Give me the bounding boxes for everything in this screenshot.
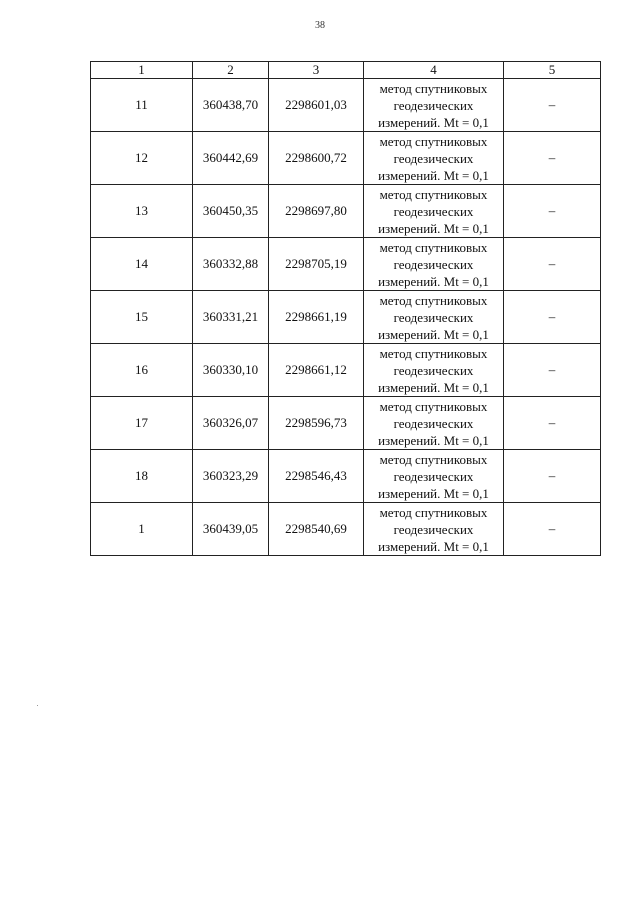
method-line: измерений. Mt = 0,1 bbox=[378, 326, 489, 342]
method-line: метод спутниковых bbox=[379, 186, 488, 202]
point-number-cell: 12 bbox=[91, 132, 193, 185]
x-coordinate-cell: 360332,88 bbox=[193, 238, 269, 291]
x-coordinate-cell: 360438,70 bbox=[193, 79, 269, 132]
note-cell: – bbox=[504, 344, 601, 397]
scan-speck bbox=[37, 705, 38, 706]
x-coordinate-cell: 360442,69 bbox=[193, 132, 269, 185]
method-line: измерений. Mt = 0,1 bbox=[378, 114, 489, 130]
method-cell bbox=[364, 79, 504, 132]
y-coordinate-cell: 2298546,43 bbox=[269, 450, 364, 503]
table-row bbox=[91, 397, 601, 450]
point-number-cell: 13 bbox=[91, 185, 193, 238]
method-line: измерений. Mt = 0,1 bbox=[378, 485, 489, 501]
method-line: геодезических bbox=[393, 362, 474, 378]
note-cell: – bbox=[504, 79, 601, 132]
x-coordinate-cell: 360331,21 bbox=[193, 291, 269, 344]
method-line: метод спутниковых bbox=[379, 239, 488, 255]
table-row bbox=[91, 132, 601, 185]
method-cell bbox=[364, 503, 504, 556]
table-header-row bbox=[91, 62, 601, 79]
method-line: измерений. Mt = 0,1 bbox=[378, 432, 489, 448]
method-line: измерений. Mt = 0,1 bbox=[378, 220, 489, 236]
coordinates-table bbox=[90, 61, 601, 556]
method-cell bbox=[364, 397, 504, 450]
method-cell bbox=[364, 132, 504, 185]
note-cell: – bbox=[504, 397, 601, 450]
point-number-cell: 17 bbox=[91, 397, 193, 450]
point-number-cell: 15 bbox=[91, 291, 193, 344]
method-line: метод спутниковых bbox=[379, 133, 488, 149]
point-number-cell: 16 bbox=[91, 344, 193, 397]
note-cell: – bbox=[504, 450, 601, 503]
method-line: метод спутниковых bbox=[379, 398, 488, 414]
y-coordinate-cell: 2298705,19 bbox=[269, 238, 364, 291]
method-line: метод спутниковых bbox=[379, 345, 488, 361]
method-line: метод спутниковых bbox=[379, 451, 488, 467]
table-row bbox=[91, 503, 601, 556]
method-line: метод спутниковых bbox=[379, 292, 488, 308]
method-line: геодезических bbox=[393, 150, 474, 166]
method-cell bbox=[364, 450, 504, 503]
method-cell bbox=[364, 185, 504, 238]
page-number: 38 bbox=[315, 20, 325, 31]
y-coordinate-cell: 2298600,72 bbox=[269, 132, 364, 185]
table-row bbox=[91, 238, 601, 291]
method-cell bbox=[364, 344, 504, 397]
column-header: 1 bbox=[91, 62, 193, 79]
method-line: метод спутниковых bbox=[379, 504, 488, 520]
point-number-cell: 11 bbox=[91, 79, 193, 132]
method-line: измерений. Mt = 0,1 bbox=[378, 167, 489, 183]
table-body bbox=[91, 79, 601, 556]
x-coordinate-cell: 360450,35 bbox=[193, 185, 269, 238]
method-line: метод спутниковых bbox=[379, 80, 488, 96]
method-line: измерений. Mt = 0,1 bbox=[378, 273, 489, 289]
method-line: геодезических bbox=[393, 309, 474, 325]
table-row bbox=[91, 450, 601, 503]
method-line: геодезических bbox=[393, 521, 474, 537]
y-coordinate-cell: 2298697,80 bbox=[269, 185, 364, 238]
x-coordinate-cell: 360323,29 bbox=[193, 450, 269, 503]
method-line: измерений. Mt = 0,1 bbox=[378, 379, 489, 395]
note-cell: – bbox=[504, 503, 601, 556]
method-line: геодезических bbox=[393, 415, 474, 431]
point-number-cell: 18 bbox=[91, 450, 193, 503]
column-header: 5 bbox=[504, 62, 601, 79]
x-coordinate-cell: 360439,05 bbox=[193, 503, 269, 556]
point-number-cell: 1 bbox=[91, 503, 193, 556]
note-cell: – bbox=[504, 291, 601, 344]
y-coordinate-cell: 2298601,03 bbox=[269, 79, 364, 132]
column-header: 2 bbox=[193, 62, 269, 79]
method-cell bbox=[364, 291, 504, 344]
method-line: измерений. Mt = 0,1 bbox=[378, 538, 489, 554]
column-header: 3 bbox=[269, 62, 364, 79]
y-coordinate-cell: 2298661,12 bbox=[269, 344, 364, 397]
point-number-cell: 14 bbox=[91, 238, 193, 291]
method-line: геодезических bbox=[393, 468, 474, 484]
table-row bbox=[91, 291, 601, 344]
method-line: геодезических bbox=[393, 203, 474, 219]
x-coordinate-cell: 360330,10 bbox=[193, 344, 269, 397]
method-cell bbox=[364, 238, 504, 291]
column-header: 4 bbox=[364, 62, 504, 79]
table-row bbox=[91, 79, 601, 132]
x-coordinate-cell: 360326,07 bbox=[193, 397, 269, 450]
y-coordinate-cell: 2298661,19 bbox=[269, 291, 364, 344]
table-row bbox=[91, 185, 601, 238]
table-row bbox=[91, 344, 601, 397]
note-cell: – bbox=[504, 238, 601, 291]
note-cell: – bbox=[504, 132, 601, 185]
method-line: геодезических bbox=[393, 256, 474, 272]
y-coordinate-cell: 2298540,69 bbox=[269, 503, 364, 556]
note-cell: – bbox=[504, 185, 601, 238]
method-line: геодезических bbox=[393, 97, 474, 113]
y-coordinate-cell: 2298596,73 bbox=[269, 397, 364, 450]
